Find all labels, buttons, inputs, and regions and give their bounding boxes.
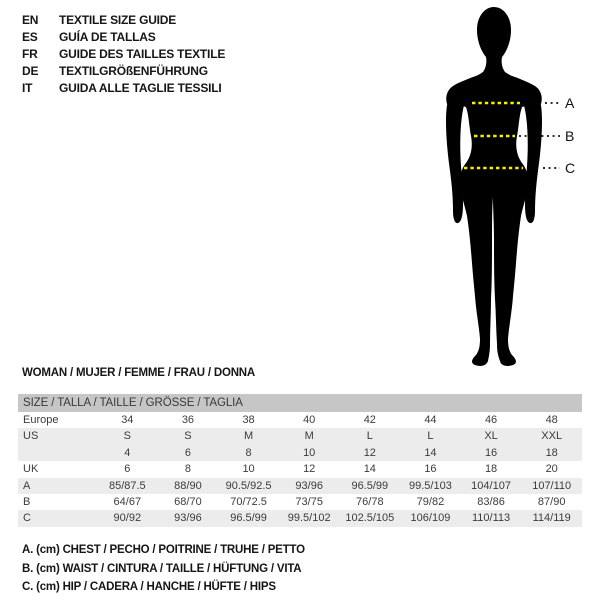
size-cell: 96.5/99 (351, 479, 389, 492)
size-cell: 64/67 (113, 495, 142, 508)
size-cell: 18 (545, 446, 558, 459)
language-label: TEXTILE SIZE GUIDE (59, 13, 177, 27)
table-row-hip (18, 510, 582, 526)
size-cell: 6 (184, 446, 191, 459)
language-label: GUIDA ALLE TAGLIE TESSILI (59, 81, 222, 95)
marker-label-b: B (565, 128, 575, 144)
table-row-waist (18, 494, 582, 510)
section-title-woman: WOMAN / MUJER / FEMME / FRAU / DONNA (22, 367, 256, 379)
size-cell: 10 (242, 463, 255, 476)
size-cell: 20 (545, 463, 558, 476)
size-cell: 48 (545, 414, 558, 426)
size-cell: 12 (303, 463, 316, 476)
language-label: GUÍA DE TALLAS (59, 30, 156, 44)
row-label: B (23, 495, 31, 508)
size-cell: 93/96 (174, 512, 202, 525)
size-cell: L (427, 430, 434, 443)
size-cell: 99.5/103 (409, 479, 452, 492)
size-cell: 104/107 (471, 479, 511, 492)
language-label: TEXTILGRÖßENFÜHRUNG (59, 64, 208, 78)
table-row-us (18, 428, 582, 444)
size-cell: 16 (424, 463, 437, 476)
measurement-legend (22, 541, 305, 597)
row-label: Europe (23, 414, 59, 426)
size-cell: 93/96 (295, 479, 323, 492)
size-cell: 90.5/92.5 (225, 479, 272, 492)
size-cell: XL (484, 430, 498, 443)
size-cell: 46 (484, 414, 498, 426)
language-guide (22, 12, 225, 97)
size-cell: 85/87.5 (108, 479, 146, 492)
size-cell: 12 (363, 446, 376, 459)
table-row-us-numeric (18, 445, 582, 461)
language-code: IT (22, 81, 33, 95)
size-cell: 106/109 (410, 512, 451, 525)
size-cell: S (184, 430, 192, 443)
size-cell: L (366, 430, 373, 443)
size-cell: 8 (184, 463, 191, 476)
woman-silhouette-icon (400, 0, 600, 380)
size-cell: 99.5/102 (287, 512, 331, 525)
size-table-header: SIZE / TALLA / TAILLE / GRÖSSE / TAGLIA (18, 394, 582, 412)
size-table (18, 394, 582, 527)
legend-line-chest: A. (cm) CHEST / PECHO / POITRINE / TRUHE / PETTO (22, 544, 305, 556)
size-cell: 42 (363, 414, 376, 426)
size-cell: 87/90 (537, 495, 566, 508)
size-cell: 34 (121, 414, 134, 426)
size-cell: 96.5/99 (230, 512, 267, 525)
language-row-en (22, 12, 225, 29)
language-row-es (22, 29, 225, 46)
size-cell: 14 (424, 446, 437, 459)
legend-line-hip: C. (cm) HIP / CADERA / HANCHE / HÜFTE / HIPS (22, 581, 276, 593)
size-cell: 73/75 (295, 495, 323, 508)
size-cell: 107/110 (532, 479, 572, 492)
size-cell: 16 (484, 446, 498, 459)
measurement-figure (400, 0, 600, 380)
size-cell: XXL (541, 430, 563, 443)
size-cell: 38 (242, 414, 255, 426)
language-code: ES (22, 30, 38, 44)
table-row-chest (18, 478, 582, 494)
size-cell: 8 (245, 446, 252, 459)
size-cell: M (304, 430, 314, 443)
language-code: FR (22, 47, 38, 61)
row-label: A (23, 479, 31, 492)
size-cell: 14 (363, 463, 376, 476)
row-label: US (23, 430, 39, 443)
size-cell: 70/72.5 (230, 495, 267, 508)
legend-line-waist: B. (cm) WAIST / CINTURA / TAILLE / HÜFTUNG / VITA (22, 562, 302, 575)
size-cell: 6 (124, 463, 131, 476)
table-row-europe (18, 412, 582, 428)
row-label (18, 445, 97, 461)
size-cell: 40 (303, 414, 316, 426)
size-cell: 4 (124, 446, 131, 459)
language-row-fr (22, 46, 225, 63)
size-cell: 68/70 (174, 495, 202, 508)
marker-label-c: C (565, 160, 576, 176)
row-label: C (23, 512, 31, 525)
language-code: DE (22, 64, 39, 78)
size-cell: 102.5/105 (345, 512, 395, 525)
size-cell: 18 (484, 463, 498, 476)
size-cell: 88/90 (174, 479, 202, 492)
size-cell: 90/92 (113, 512, 142, 525)
table-row-uk (18, 461, 582, 477)
size-cell: 44 (424, 414, 437, 426)
size-cell: 114/119 (532, 512, 571, 525)
language-code: EN (22, 13, 39, 27)
size-cell: S (123, 430, 131, 443)
size-cell: 110/113 (471, 512, 511, 525)
language-row-it (22, 80, 225, 97)
size-cell: 36 (181, 414, 195, 426)
size-cell: 10 (303, 446, 316, 459)
language-label: GUIDE DES TAILLES TEXTILE (59, 47, 226, 61)
marker-label-a: A (565, 95, 575, 111)
size-cell: 76/78 (356, 495, 384, 508)
language-row-de (22, 63, 225, 80)
size-cell: M (243, 430, 254, 443)
size-cell: 79/82 (416, 495, 445, 508)
row-label: UK (23, 463, 39, 476)
size-cell: 83/86 (477, 495, 505, 508)
